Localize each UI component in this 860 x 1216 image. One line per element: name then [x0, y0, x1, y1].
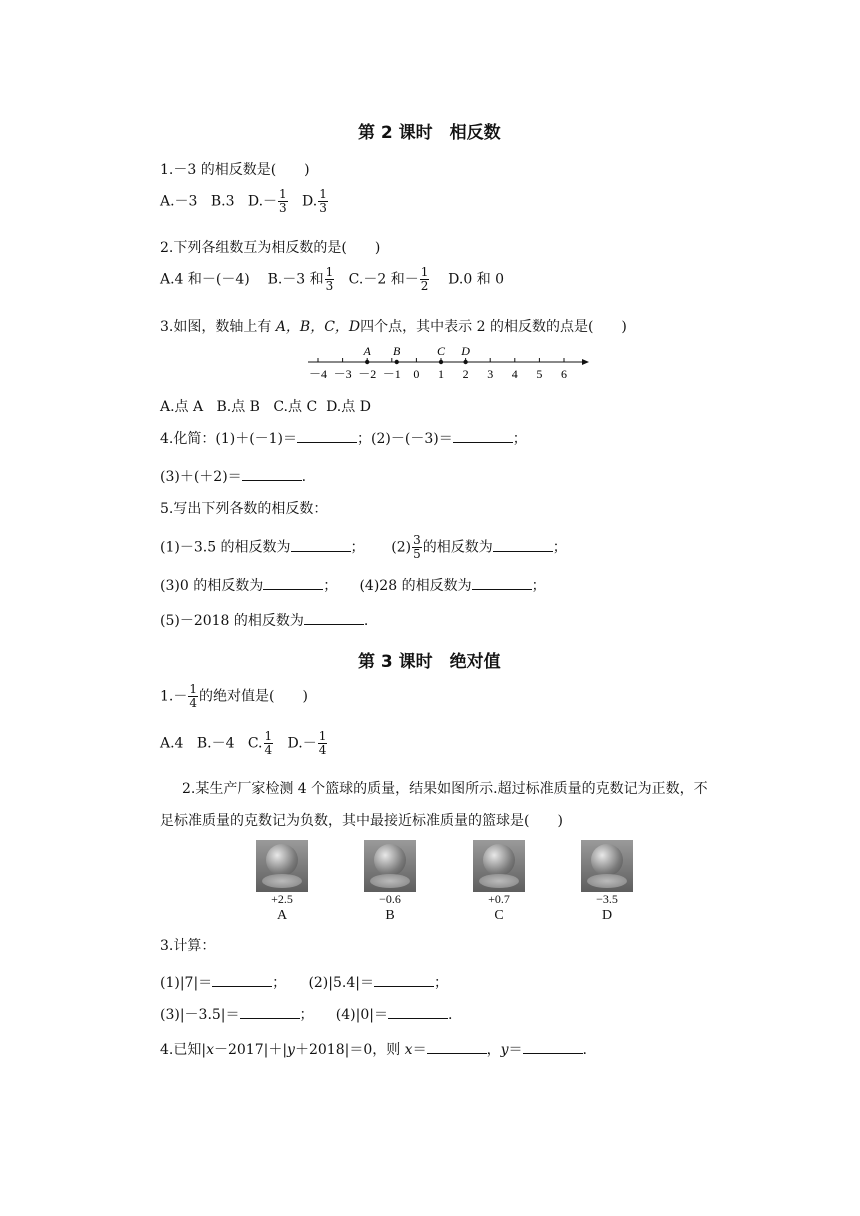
number-line-tick-label: －4 — [308, 367, 328, 381]
number-line-point — [395, 360, 399, 364]
answer-blank — [240, 1006, 300, 1019]
answer-blank — [304, 612, 364, 625]
s1-q2-stem: 2.下列各组数互为相反数的是( ) — [160, 240, 381, 256]
number-line-point — [439, 360, 443, 364]
s2-q1-options: A.4 B.－4 C. $\frac{1}{4}$ D.－ $\frac{1}{4}$ — [160, 729, 327, 757]
number-line-point-label: B — [393, 344, 401, 358]
answer-blank — [242, 468, 302, 481]
answer-blank — [291, 539, 351, 552]
s2-q1-stem: 1.－ $\frac{1}{4}$ 的绝对值是( ) — [160, 682, 308, 710]
number-line-tick-label: －3 — [333, 367, 352, 381]
answer-blank — [297, 430, 357, 443]
s1-q2-options: A.4 和－(－4) B.－3 和 $\frac{1}{3}$ C.－2 和－ $\frac{1}{2}$ D.0 和 0 — [160, 265, 505, 293]
answer-blank — [263, 577, 323, 590]
number-line-tick-label: 3 — [487, 367, 494, 381]
fraction: $\frac{1}{3}$ — [279, 187, 287, 215]
s1-q4-line1: 4.化简：(1)＋(－1)＝ ；(2)－(－3)＝ ； — [160, 431, 527, 447]
answer-blank — [523, 1041, 583, 1054]
number-line-tick-label: －1 — [382, 367, 401, 381]
basketball-image — [256, 840, 308, 892]
s2-q2-line2: 足标准质量的克数记为负数，其中最接近标准质量的篮球是( ) — [160, 813, 563, 829]
number-line-tick-label: －2 — [358, 367, 377, 381]
s1-q1-stem: 1.－3 的相反数是( ) — [160, 162, 310, 178]
number-line-point — [463, 360, 467, 364]
s1-q3-stem: 3.如图，数轴上有 A，B，C，D四个点，其中表示 2 的相反数的点是( ) — [160, 319, 627, 335]
number-line-point — [365, 360, 369, 364]
basketball-image — [364, 840, 416, 892]
fraction: $\frac{1}{3}$ — [319, 187, 327, 215]
answer-blank — [388, 1006, 448, 1019]
ball-label: D — [601, 908, 613, 923]
number-line-tick-label: 6 — [561, 367, 567, 381]
fraction: $\frac{1}{3}$ — [325, 265, 334, 293]
number-line-tick-label: 4 — [511, 367, 518, 381]
basketball-image — [581, 840, 633, 892]
s1-q1-options: A.－3 B.3 D.－ $\frac{1}{3}$ D. $\frac{1}{3}$ — [160, 187, 327, 215]
fraction: $\frac{3}{5}$ — [413, 533, 421, 561]
answer-blank — [374, 974, 434, 987]
ball-label: C — [494, 908, 504, 923]
number-line-tick-label: 2 — [462, 367, 469, 381]
number-line-tick-label: 0 — [413, 367, 420, 381]
basketball-image — [473, 840, 525, 892]
ball-value: +0.7 — [488, 892, 510, 906]
fraction: $\frac{1}{4}$ — [264, 729, 273, 757]
answer-blank — [427, 1041, 487, 1054]
ball-value: −3.5 — [596, 892, 618, 906]
number-line-point-label: C — [436, 344, 446, 358]
s1-q3-options: A.点 A B.点 B C.点 C D.点 D — [160, 399, 371, 415]
number-line-tick-label: 5 — [536, 367, 543, 381]
s2-q3-line1: (1)|7|＝ ； (2)|5.4|＝ ； — [160, 975, 448, 991]
answer-blank — [453, 430, 513, 443]
number-line-point-label: D — [461, 344, 470, 358]
ball-label: A — [276, 908, 288, 923]
fraction: $\frac{1}{4}$ — [189, 682, 197, 710]
number-line-point-label: A — [363, 344, 371, 358]
s2-q3-stem: 3.计算： — [160, 938, 216, 954]
s2-q2-line1: 2.某生产厂家检测 4 个篮球的质量，结果如图所示.超过标准质量的克数记为正数，不 — [182, 781, 708, 797]
section-title-absolute-value: 第 3 课时 绝对值 — [358, 652, 501, 672]
s1-q5-line3: (5)－2018 的相反数为 . — [160, 613, 369, 629]
fraction: $\frac{1}{4}$ — [318, 729, 327, 757]
section-title-opposite-numbers: 第 2 课时 相反数 — [358, 123, 501, 143]
number-line-tick-label: 1 — [438, 367, 444, 381]
s1-q5-line2: (3)0 的相反数为 ； (4)28 的相反数为 ； — [160, 578, 546, 594]
s2-q4: 4.已知|x－2017|＋|y＋2018|＝0，则 x＝ ，y＝ . — [160, 1042, 587, 1058]
answer-blank — [212, 974, 272, 987]
s1-q5-line1: (1)－3.5 的相反数为 ； (2) $\frac{3}{5}$ 的相反数为 ； — [160, 533, 567, 561]
fraction: $\frac{1}{2}$ — [420, 265, 429, 293]
answer-blank — [493, 539, 553, 552]
ball-value: +2.5 — [271, 892, 293, 906]
number-line — [300, 340, 590, 384]
ball-label: B — [385, 908, 395, 923]
s2-q3-line2: (3)|－3.5|＝ ； (4)|0|＝ . — [160, 1007, 453, 1023]
answer-blank — [472, 577, 532, 590]
s1-q5-stem: 5.写出下列各数的相反数： — [160, 501, 328, 517]
s1-q4-line2: (3)＋(＋2)＝ . — [160, 469, 307, 485]
ball-value: −0.6 — [379, 892, 401, 906]
